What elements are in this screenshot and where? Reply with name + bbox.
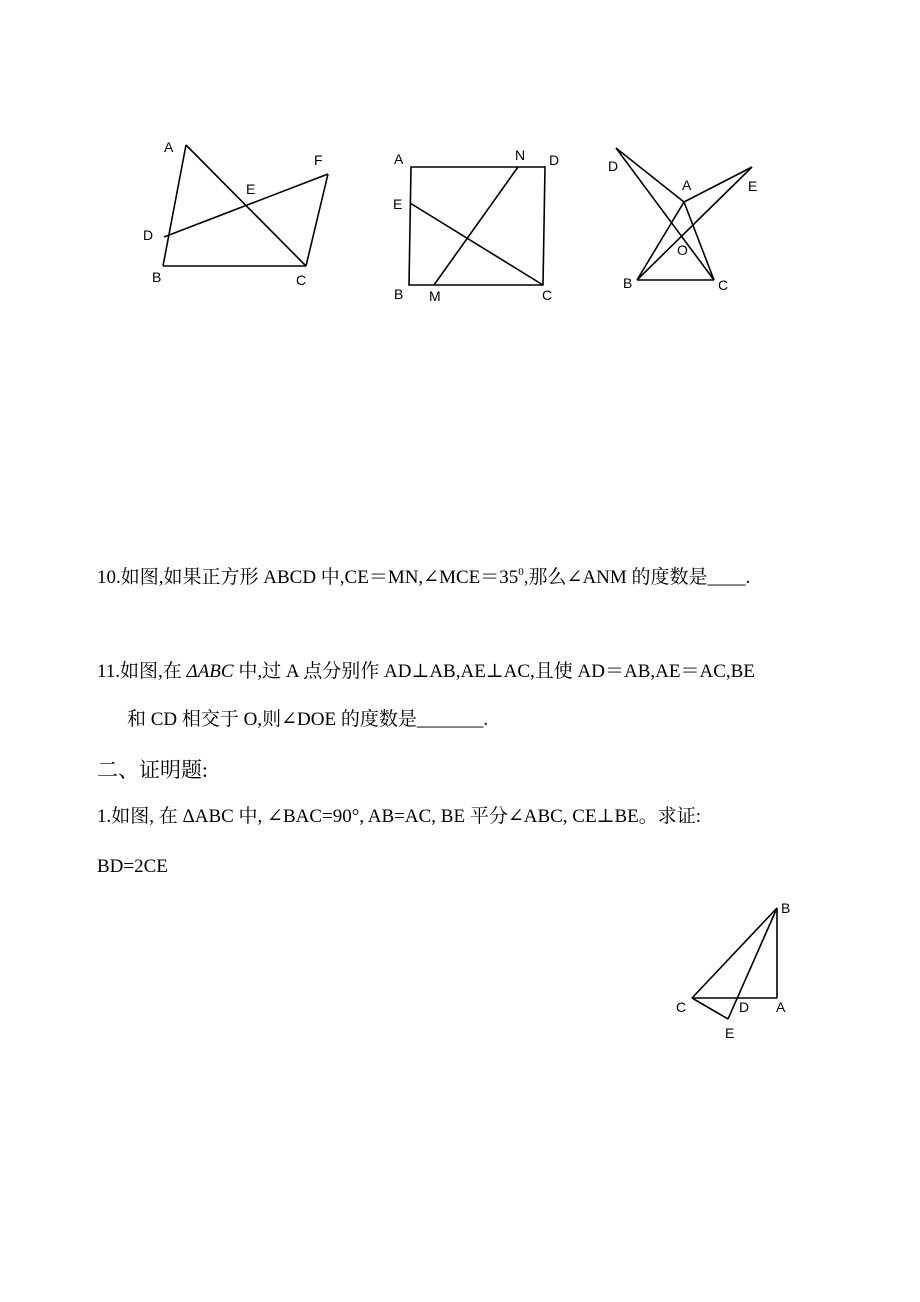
segment-cf (306, 174, 328, 266)
segment-ae (684, 167, 752, 202)
segment-cd (616, 148, 714, 280)
label-b: B (623, 275, 633, 291)
segment-be (637, 167, 752, 280)
label-c: C (718, 277, 729, 293)
label-m: M (429, 288, 441, 304)
label-c: C (296, 272, 307, 288)
segment-ac (684, 202, 714, 280)
label-f: F (314, 152, 323, 168)
question-10 (97, 566, 750, 592)
question-11-triangle: ΔABC (186, 661, 234, 682)
figure-1-svg (140, 140, 340, 290)
square-abcd (409, 167, 545, 285)
question-11-line-1 (97, 660, 755, 684)
figure-2 (390, 145, 570, 305)
label-a: A (682, 177, 692, 193)
label-a: A (776, 999, 786, 1015)
label-c: C (542, 287, 553, 303)
figure-2-svg (390, 145, 570, 305)
label-n: N (515, 147, 526, 163)
segment-ab (163, 145, 186, 266)
question-10-text-after: ,那么∠ANM 的度数是____. (523, 567, 751, 588)
question-11-text-c: 和 CD 相交于 O,则∠DOE 的度数是_______. (127, 709, 489, 730)
label-d: D (549, 152, 560, 168)
figure-4-svg (670, 895, 810, 1045)
segment-be (728, 908, 777, 1019)
label-o: O (677, 242, 688, 258)
label-e: E (748, 178, 758, 194)
label-d: D (608, 158, 619, 174)
section-heading-proofs: 二、证明题: (97, 758, 208, 782)
segment-ce (410, 203, 543, 285)
figure-4 (670, 895, 810, 1045)
label-b: B (152, 269, 162, 285)
label-b: B (394, 286, 404, 302)
proof-1-line-1: 1.如图, 在 ΔABC 中, ∠BAC=90°, AB=AC, BE 平分∠ABC, CE⊥BE。求证: (97, 806, 702, 827)
label-d: D (143, 227, 154, 243)
question-11-text-a: 11.如图,在 (97, 661, 187, 682)
label-d: D (739, 999, 750, 1015)
label-a: A (164, 139, 174, 155)
label-e: E (246, 181, 256, 197)
label-c: C (676, 999, 687, 1015)
segment-cb (692, 908, 777, 998)
proof-1-line-2: BD=2CE (97, 856, 168, 877)
figure-3-svg (605, 140, 775, 300)
question-11-text-b: 中,过 A 点分别作 AD⊥AB,AE⊥AC,且使 AD＝AB,AE＝AC,BE (233, 661, 755, 682)
question-10-superscript: 0 (518, 566, 524, 578)
label-b: B (781, 900, 791, 916)
question-10-text-before: 10.如图,如果正方形 ABCD 中,CE＝MN,∠MCE＝35 (97, 567, 519, 588)
question-11-line-2 (127, 708, 488, 732)
segment-ce (692, 998, 728, 1019)
figure-3 (605, 140, 775, 300)
label-a: A (394, 151, 404, 167)
label-e: E (725, 1025, 735, 1041)
label-e: E (393, 196, 403, 212)
figure-1 (140, 140, 340, 290)
